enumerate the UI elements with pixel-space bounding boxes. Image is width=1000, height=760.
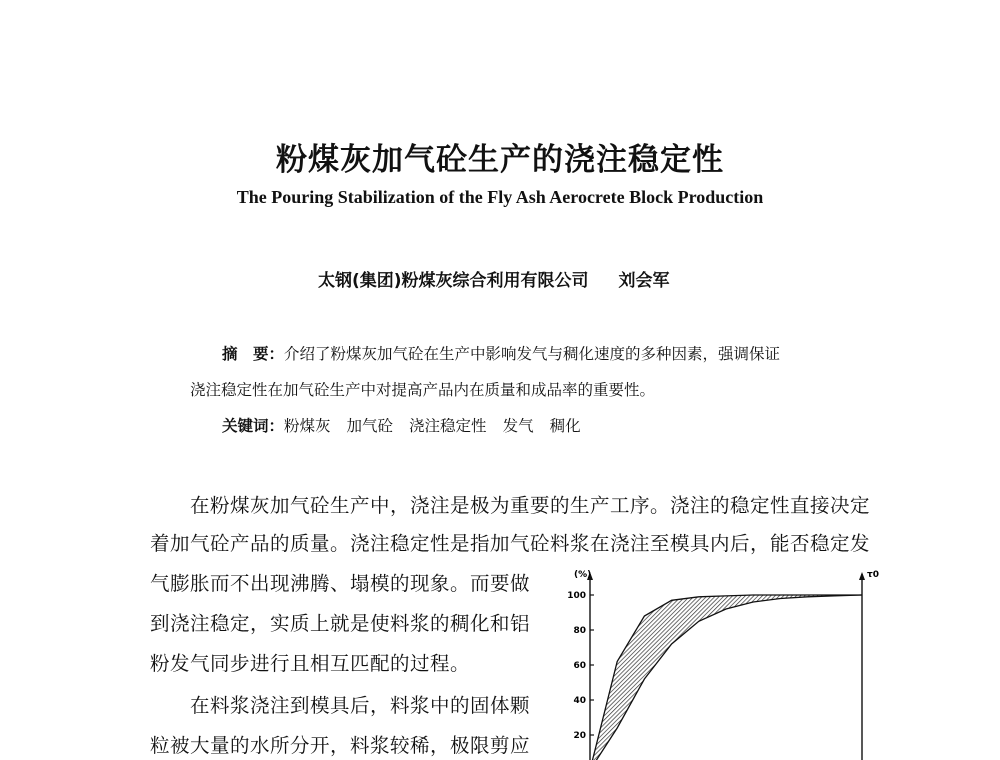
keywords-line [222,414,902,436]
chart-y-tick-label: 80 [573,626,586,636]
keywords-label: 关键词： [222,417,285,435]
chart-y2-axis-arrow [859,572,865,580]
keyword-item: 稠化 [549,417,581,435]
chart-y-tick-label: 60 [573,661,586,671]
body-paragraph-2-line-2: 粒被大量的水所分开，料浆较稀，极限剪应 [150,734,531,757]
keyword-item: 浇注稳定性 [409,417,487,435]
chart-band-area [590,595,862,760]
author-line [318,266,670,291]
body-paragraph-1-line-4: 到浇注稳定，实质上就是使料浆的稠化和铝 [150,612,531,635]
title-english: The Pouring Stabilization of the Fly Ash Aerocrete Block Production [236,187,764,207]
author-affiliation: 太钢(集团)粉煤灰综合利用有限公司 [318,271,589,291]
abstract-text-1: 介绍了粉煤灰加气砼在生产中影响发气与稠化速度的多种因素，强调保证 [284,345,781,363]
chart-y-tick-label: 100 [567,591,586,601]
abstract-text-2: 浇注稳定性在加气砼生产中对提高产品内在质量和成品率的重要性。 [190,381,656,399]
chart-y-axis-label: (%) [574,570,592,580]
body-paragraph-1-line-5: 粉发气同步进行且相互匹配的过程。 [150,652,471,675]
body-paragraph-1-line-1: 在粉煤灰加气砼生产中，浇注是极为重要的生产工序。浇注的稳定性直接决定 [190,494,871,517]
abstract-label: 摘 要： [222,345,285,363]
body-paragraph-1-line-2: 着加气砼产品的质量。浇注稳定性是指加气砼料浆在浇注至模具内后，能否稳定发 [150,532,871,555]
chart-y-tick-label: 20 [573,731,586,741]
title-chinese: 粉煤灰加气砼生产的浇注稳定性 [276,142,724,178]
body-paragraph-2-line-1: 在料浆浇注到模具后，料浆中的固体颗 [190,694,531,717]
chart-y-tick-label: 40 [573,696,586,706]
body-paragraph-1-line-3: 气膨胀而不出现沸腾、塌模的现象。而要做 [150,572,531,595]
abstract-line-1 [222,342,902,364]
chart-y2-axis-label: τ0 [867,570,880,580]
keyword-item: 粉煤灰 [284,417,331,435]
author-name: 刘会军 [618,271,670,291]
keyword-item: 发气 [502,417,534,435]
keyword-item: 加气砼 [346,417,394,435]
figure-chart [560,560,890,760]
abstract-line-2 [190,378,870,400]
